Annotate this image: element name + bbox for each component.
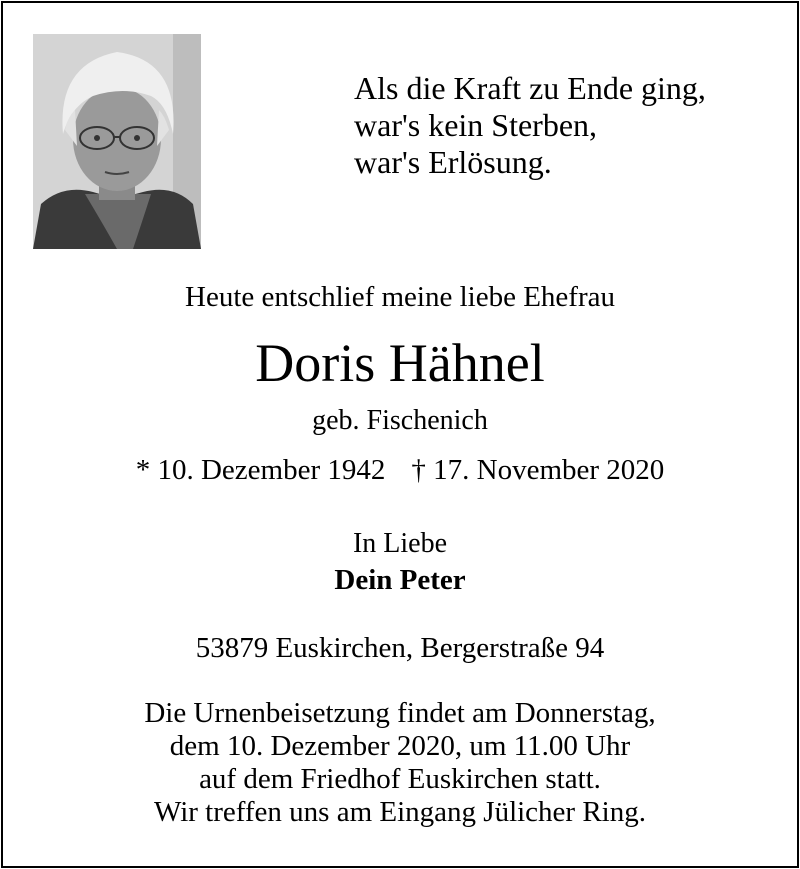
birth-name: geb. Fischenich [312, 405, 488, 436]
notice-line: dem 10. Dezember 2020, um 11.00 Uhr [169, 730, 631, 762]
address-text: 53879 Euskirchen, Bergerstraße 94 [195, 632, 605, 664]
death-date: † 17. November 2020 [411, 454, 665, 486]
notice-line: auf dem Friedhof Euskirchen statt. [199, 763, 601, 795]
birth-date: * 10. Dezember 1942 [135, 454, 386, 486]
in-love-text: In Liebe [352, 528, 448, 559]
signer-name: Dein Peter [334, 564, 466, 596]
portrait-illustration [33, 34, 201, 249]
verse-line: war's Erlösung. [354, 144, 552, 180]
verse-line: war's kein Sterben, [354, 107, 598, 143]
notice-line: Wir treffen uns am Eingang Jülicher Ring. [154, 796, 646, 828]
portrait-photo [33, 34, 201, 249]
intro-text: Heute entschlief meine liebe Ehefrau [185, 281, 615, 313]
deceased-name: Doris Hähnel [255, 333, 545, 393]
life-dates [0, 454, 800, 487]
notice-line: Die Urnenbeisetzung findet am Donnerstag, [144, 697, 656, 729]
memorial-verse [354, 70, 706, 181]
verse-line: Als die Kraft zu Ende ging, [354, 70, 706, 106]
burial-notice [0, 697, 800, 829]
